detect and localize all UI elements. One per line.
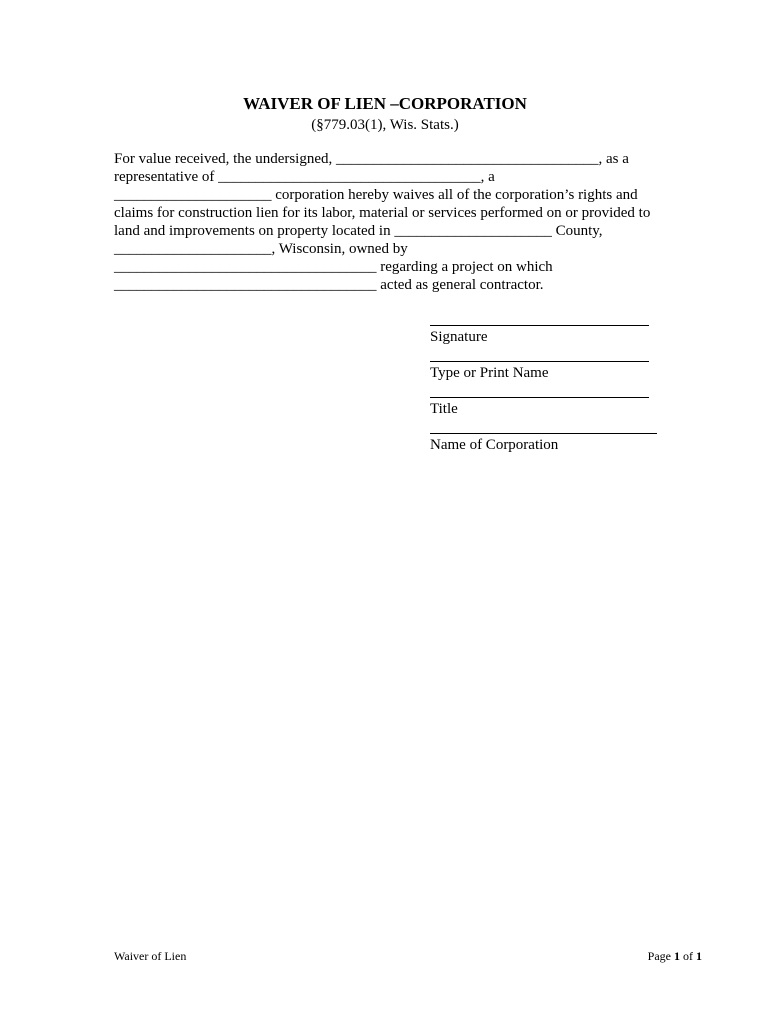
print-name-field bbox=[430, 345, 670, 381]
signature-label: Signature bbox=[430, 329, 488, 345]
body-line: For value received, the undersigned, ___________________________________, as a bbox=[114, 151, 629, 167]
title-label: Title bbox=[430, 401, 458, 417]
body-line: ___________________________________ regarding a project on which bbox=[114, 259, 553, 275]
footer-page-number bbox=[648, 948, 702, 964]
print-name-label: Type or Print Name bbox=[430, 365, 549, 381]
title-field bbox=[430, 381, 670, 417]
footer-document-name: Waiver of Lien bbox=[114, 949, 187, 963]
document-subtitle: (§779.03(1), Wis. Stats.) bbox=[311, 117, 459, 133]
print-name-line[interactable] bbox=[430, 345, 649, 362]
body-line: _____________________, Wisconsin, owned by bbox=[114, 241, 408, 257]
corporation-name-line[interactable] bbox=[430, 417, 657, 434]
body-line: land and improvements on property located in _____________________ County, bbox=[114, 223, 603, 239]
corporation-name-label: Name of Corporation bbox=[430, 437, 559, 453]
signature-line[interactable] bbox=[430, 309, 649, 326]
body-line: representative of ___________________________________, a bbox=[114, 169, 495, 185]
body-line: _____________________ corporation hereby waives all of the corporation’s rights and bbox=[114, 187, 638, 203]
waiver-body bbox=[114, 150, 674, 294]
document-title: WAIVER OF LIEN –CORPORATION bbox=[243, 94, 527, 113]
page-prefix: Page bbox=[647, 949, 671, 963]
title-line[interactable] bbox=[430, 381, 649, 398]
body-line: ___________________________________ acted as general contractor. bbox=[114, 277, 544, 293]
corporation-name-field bbox=[430, 417, 670, 453]
signature-block bbox=[430, 309, 670, 453]
page-of: of bbox=[683, 949, 693, 963]
page-current: 1 bbox=[674, 949, 680, 963]
page-total: 1 bbox=[696, 949, 702, 963]
signature-field bbox=[430, 309, 670, 345]
body-line: claims for construction lien for its labor, material or services performed on or provided to bbox=[114, 205, 651, 221]
